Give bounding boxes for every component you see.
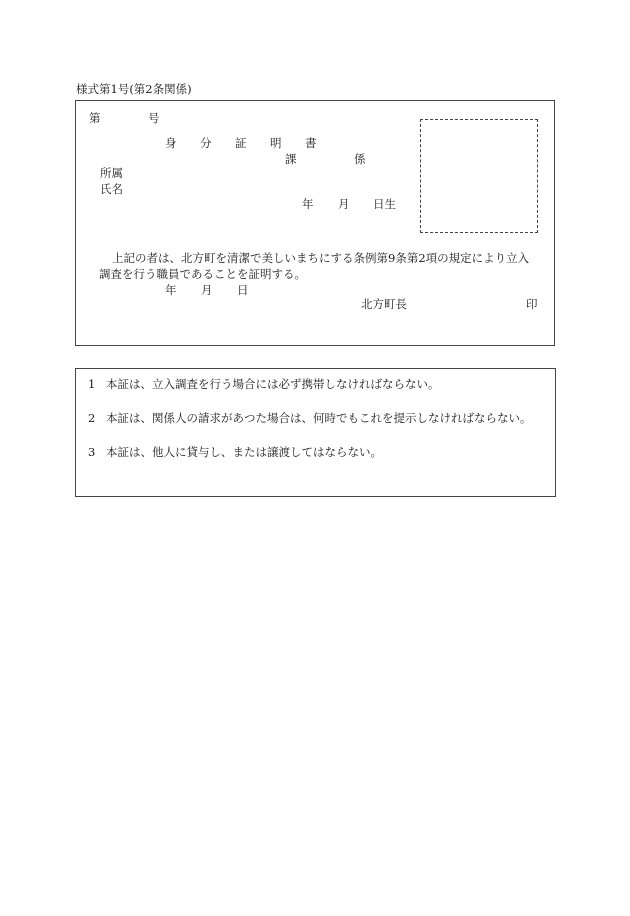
note-2-number: 2 [88, 411, 96, 425]
note-2-text: 本証は、関係人の請求があつた場合は、何時でもこれを提示しなければならない。 [106, 411, 532, 425]
issue-day-label: 日 [237, 283, 249, 297]
photo-placeholder [420, 119, 538, 233]
seal-label: 印 [526, 297, 538, 311]
affiliation-label: 所属 [100, 166, 123, 180]
title-char-1: 身 [165, 136, 177, 150]
issue-year-label: 年 [165, 283, 177, 297]
note-1-number: 1 [88, 377, 96, 391]
subsection-label: 係 [354, 152, 366, 166]
birth-month-label: 月 [338, 197, 350, 211]
title-char-3: 証 [235, 136, 247, 150]
number-suffix: 号 [148, 111, 160, 125]
title-char-4: 明 [270, 136, 282, 150]
note-1-text: 本証は、立入調査を行う場合には必ず携帯しなければならない。 [106, 377, 440, 391]
birth-year-label: 年 [302, 197, 314, 211]
number-prefix: 第 [89, 111, 101, 125]
issue-month-label: 月 [201, 283, 213, 297]
birth-day-label: 日生 [373, 197, 396, 211]
note-3-text: 本証は、他人に貸与し、または譲渡してはならない。 [106, 445, 382, 459]
section-label: 課 [285, 152, 297, 166]
note-3-number: 3 [88, 445, 96, 459]
name-label: 氏名 [100, 182, 123, 196]
title-char-5: 書 [305, 136, 317, 150]
form-caption: 様式第1号(第2条関係) [76, 82, 192, 96]
statement-line-2: 調査を行う職員であることを証明する。 [99, 267, 306, 281]
title-char-2: 分 [200, 136, 212, 150]
issuer-label: 北方町長 [361, 297, 407, 311]
statement-line-1: 上記の者は、北方町を清潔で美しいまちにする条例第9条第2項の規定により立入 [112, 251, 530, 265]
